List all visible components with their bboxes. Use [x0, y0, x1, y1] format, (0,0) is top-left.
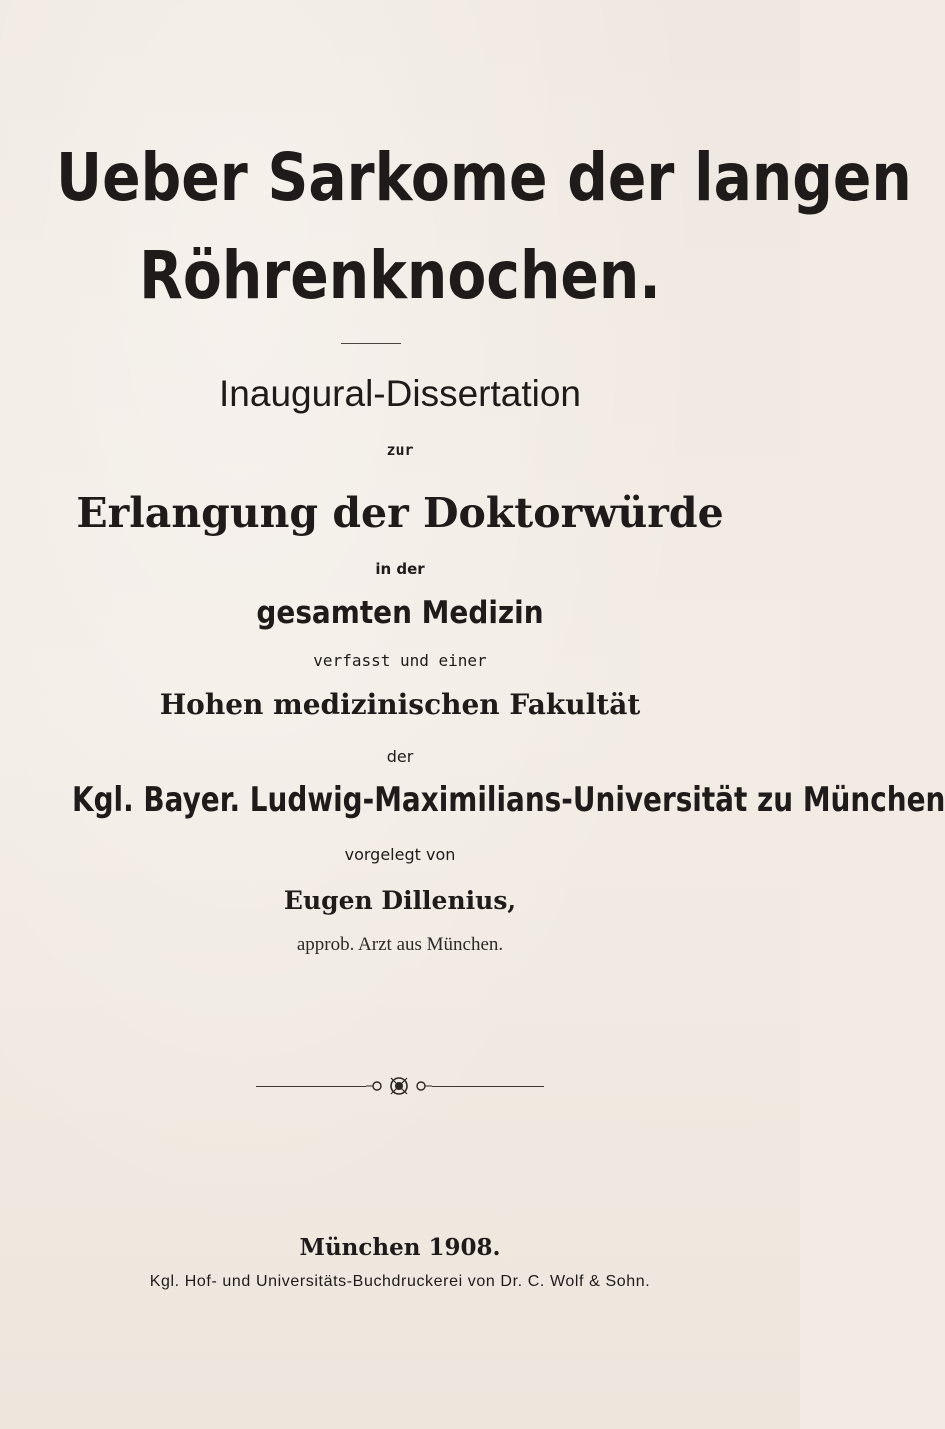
university-heading: Kgl. Bayer. Ludwig-Maximilians-Universität zu München: [72, 780, 945, 820]
title-line-1: Ueber Sarkome der langen: [56, 139, 912, 216]
author-title: approb. Arzt aus München.: [296, 934, 504, 955]
verfasst-text: verfasst und einer: [313, 651, 487, 670]
vorgelegt-text: vorgelegt von: [344, 845, 456, 864]
author-name: Eugen Dillenius,: [283, 886, 517, 915]
ornament-icon: [366, 1075, 432, 1097]
place-year: München 1908.: [299, 1234, 501, 1261]
faculty-heading: Hohen medizinischen Fakultät: [159, 688, 641, 721]
discipline-heading: gesamten Medizin: [256, 595, 544, 631]
dissertation-heading: Inaugural-Dissertation: [219, 373, 581, 414]
degree-heading: Erlangung der Doktorwürde: [76, 489, 724, 537]
der-text: der: [386, 747, 414, 766]
ornament-rule-left: [256, 1086, 366, 1087]
printer-imprint: Kgl. Hof- und Universitäts-Buchdruckerei von Dr. C. Wolf & Sohn.: [149, 1273, 651, 1290]
ornament-rule-right: [432, 1086, 544, 1087]
title-line-2: Röhrenknochen.: [139, 237, 661, 314]
zur-text: zur: [386, 441, 414, 459]
in-der-text: in der: [375, 560, 425, 578]
title-divider: [341, 343, 401, 344]
